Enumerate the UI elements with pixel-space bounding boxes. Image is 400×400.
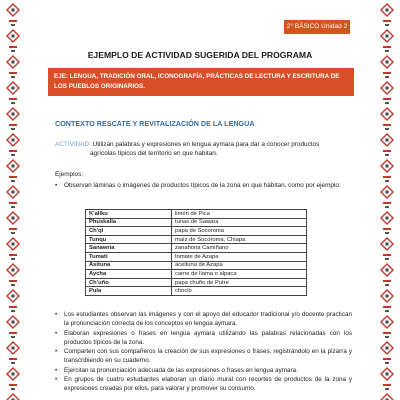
border-motif-icon	[7, 4, 19, 26]
border-motif-icon	[7, 108, 19, 130]
section-title: CONTEXTO RESCATE Y REVITALIZACIÓN DE LA LENGUA	[55, 119, 255, 128]
actividad-paragraph	[55, 140, 352, 158]
first-bullet-text: Observan láminas o imágenes de productos típicos de la zona en que habitan, como por ejemplo:	[64, 182, 341, 189]
border-motif-icon	[7, 238, 19, 260]
vocabulary-term: Sanawria	[86, 244, 172, 253]
list-item	[55, 366, 352, 375]
border-motif-icon	[7, 290, 19, 312]
decorative-border-left	[4, 0, 22, 400]
vocabulary-meaning: papa de Socoroma	[172, 227, 307, 236]
list-item-text: Los estudiantes observan las imágenes y con el apoyo del educador tradicional y/o docente practican la pronunciación correcta de los conceptos en lengua aymara.	[64, 311, 352, 327]
border-motif-icon	[381, 368, 393, 390]
list-item-text: En grupos de cuatro estudiantes elaboran un diario mural con recortes de productos de la zona y expresiones creadas por ellos, para valorar y promover su consumo.	[64, 376, 352, 392]
vocabulary-meaning: limón de Pica	[172, 210, 307, 219]
vocabulary-term: Ch'qi	[86, 227, 172, 236]
vocabulary-row	[86, 244, 307, 253]
vocabulary-meaning: maíz de Socoroma, Chiapa	[172, 235, 307, 244]
border-motif-icon	[381, 108, 393, 130]
border-motif-icon	[381, 212, 393, 234]
border-motif-icon	[7, 368, 19, 390]
activity-bullet-list	[55, 310, 352, 394]
vocabulary-term: Ch'uño	[86, 278, 172, 287]
border-motif-icon	[381, 290, 393, 312]
vocabulary-term: Aycha	[86, 270, 172, 279]
vocabulary-row	[86, 261, 307, 270]
grade-unit-badge: 2° BÁSICO Unidad 2	[284, 20, 350, 34]
page-title: EJEMPLO DE ACTIVIDAD SUGERIDA DEL PROGRAMA	[87, 50, 313, 60]
ejemplos-label: Ejemplos:	[55, 171, 84, 178]
vocabulary-term: Tumati	[86, 252, 172, 261]
border-motif-icon	[7, 160, 19, 182]
eje-banner: EJE: LENGUA, TRADICIÓN ORAL, ICONOGRAFÍA, PRÁCTICAS DE LECTURA Y ESCRITURA DE LOS PUEBLOS ORIGINARIOS.	[48, 68, 354, 96]
border-motif-icon	[381, 4, 393, 26]
border-motif-icon	[381, 238, 393, 260]
list-item	[55, 375, 352, 393]
border-motif-icon	[381, 342, 393, 364]
bullet-dot-icon: •	[55, 182, 58, 189]
decorative-border-right	[378, 0, 396, 400]
vocabulary-meaning: zanahoria Camiñano	[172, 244, 307, 253]
border-motif-icon	[7, 134, 19, 156]
border-motif-icon	[381, 394, 393, 400]
actividad-text-rest: agrícolas típicos del territorio en que habitan.	[90, 150, 218, 157]
border-motif-icon	[7, 342, 19, 364]
vocabulary-term: K'allku	[86, 210, 172, 219]
list-item-text: Elaboran expresiones o frases en lengua aymara utilizando las palabras relacionadas con los productos típicos de la zona.	[64, 329, 352, 346]
border-motif-icon	[7, 264, 19, 286]
vocabulary-row	[86, 218, 307, 227]
list-item	[55, 329, 352, 347]
bullet-dot-icon: •	[55, 348, 58, 355]
list-item	[55, 310, 352, 328]
vocabulary-row	[86, 210, 307, 219]
bullet-dot-icon: •	[55, 366, 58, 374]
actividad-label: ACTIVIDAD:	[55, 141, 91, 148]
actividad-text-first: Utilizan palabras y expresiones en lengua aymara para dar a conocer productos	[90, 141, 320, 148]
border-motif-icon	[381, 264, 393, 286]
vocabulary-term: Asituna	[86, 261, 172, 270]
border-motif-icon	[7, 30, 19, 52]
bullet-dot-icon: •	[55, 376, 58, 383]
vocabulary-row	[86, 287, 307, 296]
bullet-dot-icon: •	[55, 329, 58, 337]
border-motif-icon	[381, 82, 393, 104]
vocabulary-row	[86, 235, 307, 244]
vocabulary-row	[86, 278, 307, 287]
vocabulary-term: Phuskalla	[86, 218, 172, 227]
bullet-dot-icon: •	[55, 311, 58, 318]
vocabulary-meaning: choclo	[172, 287, 307, 296]
vocabulary-term: Tunqu	[86, 235, 172, 244]
vocabulary-meaning: tunas de Sawara	[172, 218, 307, 227]
list-item	[55, 347, 352, 365]
vocabulary-meaning: tomate de Azapa	[172, 252, 307, 261]
vocabulary-meaning: papa chuño de Putre	[172, 278, 307, 287]
border-motif-icon	[381, 160, 393, 182]
first-bullet-item	[55, 181, 352, 190]
list-item-text: Ejercitan la pronunciación adecuada de las expresiones o frases en lengua aymara.	[64, 366, 298, 374]
border-motif-icon	[381, 30, 393, 52]
vocabulary-term: Pula	[86, 287, 172, 296]
border-motif-icon	[381, 316, 393, 338]
vocabulary-row	[86, 252, 307, 261]
vocabulary-row	[86, 270, 307, 279]
border-motif-icon	[7, 394, 19, 400]
vocabulary-table	[85, 209, 307, 296]
vocabulary-meaning: aceituna de Azapa	[172, 261, 307, 270]
border-motif-icon	[7, 82, 19, 104]
border-motif-icon	[7, 212, 19, 234]
border-motif-icon	[381, 186, 393, 208]
vocabulary-row	[86, 227, 307, 236]
border-motif-icon	[7, 186, 19, 208]
list-item-text: Comparten con sus compañeros la creación de sus expresiones o frases, registrándolo en la pizarra y transcribiendo en su cuaderno.	[64, 348, 352, 364]
vocabulary-meaning: carne de llama o alpaca	[172, 270, 307, 279]
border-motif-icon	[7, 316, 19, 338]
border-motif-icon	[381, 134, 393, 156]
